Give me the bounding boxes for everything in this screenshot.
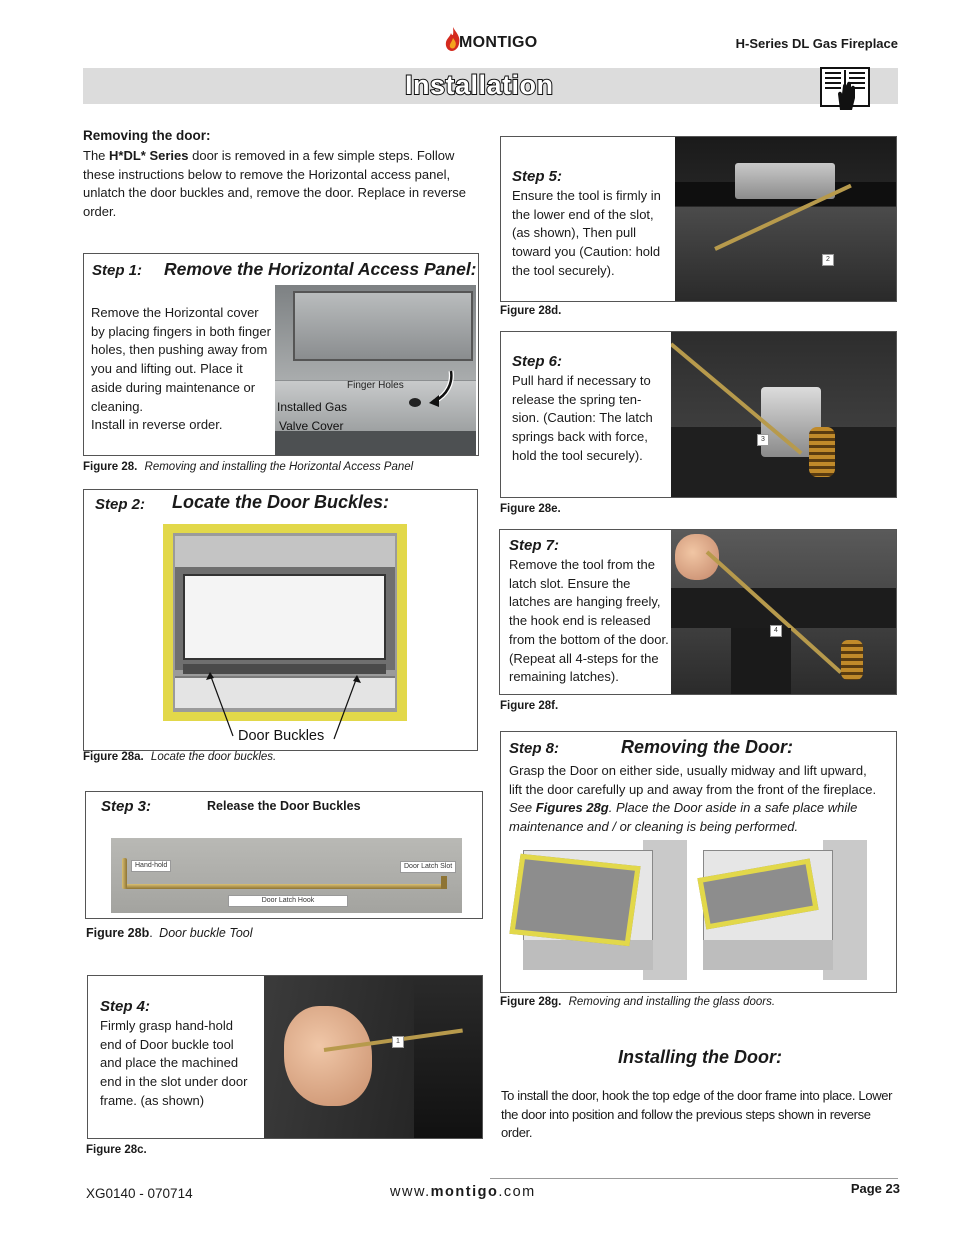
installing-heading: Installing the Door: [618,1047,782,1067]
figure-28b-label: Figure 28b [86,926,150,940]
tag-door-latch-slot: Door Latch Slot [400,861,456,873]
figure-28a-text: Locate the door buckles. [150,751,277,763]
website-brand: montigo [430,1184,499,1200]
step4-photo [264,976,482,1138]
step1-cover-label-2: Valve Cover [279,419,344,433]
door-buckle-arrow-right-icon [332,673,362,743]
website [390,1184,536,1200]
step1-text2: Install in reverse order. [91,417,223,432]
step1-title: Remove the Horizontal Access Panel: [164,259,477,279]
step8-body: Grasp the Door on either side, usually midway and lift upward, lift the door carefully up and away from the front of the fireplace. [509,763,877,797]
figure-28f-caption: Figure 28f. [500,700,559,712]
step1-finger-holes-label: Finger Holes [347,380,404,391]
product-name: H-Series DL Gas Fireplace [735,36,898,51]
curved-arrow-icon [427,369,457,409]
figure-28g-caption [500,996,775,1008]
step6-label: Step 6: [512,353,563,370]
manual-book-icon [818,64,872,110]
step4-number-tag: 1 [392,1036,404,1048]
step8-label: Step 8: [509,740,560,757]
door-buckles-callout: Door Buckles [238,728,325,744]
step7-text: Remove the tool from the latch slot. Ensure the latches are hanging freely, the hook end is released from the bottom of the door. (Repeat all 4-steps for the remaining latches). [509,557,669,685]
door-buckle-arrow-left-icon [205,670,235,740]
step7-label: Step 7: [509,537,560,554]
footer-rule [490,1178,898,1179]
figure-28b-caption: Figure 28b. Door buckle Tool [86,926,253,940]
tag-door-latch-hook: Door Latch Hook [228,895,348,907]
figure-28d-caption: Figure 28d. [500,305,562,317]
step3-title: Release the Door Buckles [207,799,361,813]
step8-body-italic: . Place the Door aside in a safe place while maintenance and / or cleaning is being performed. [509,800,858,835]
figure-28a-caption [83,751,276,763]
step4-label: Step 4: [100,998,151,1015]
brand-logo [443,26,543,54]
intro-series: H*DL* Series [109,148,189,163]
fireplace-front-illustration [163,524,407,721]
intro-paragraph [83,147,483,222]
figure-28c-caption: Figure 28c. [86,1144,147,1156]
step6-text: Pull hard if necessary to release the spring ten-sion. (Caution: The latch springs back with force, hold the tool securely). [512,373,653,463]
doc-code: XG0140 - 070714 [86,1186,193,1201]
tag-hand-hold: Hand-hold [131,860,171,872]
figure-28g-text: Removing and installing the glass doors. [568,996,776,1008]
page-title: Installation [405,70,554,100]
door-buckle-tool-photo [111,838,462,913]
step1-label: Step 1: [92,262,143,279]
step1-text: Remove the Horizontal cover by placing fingers in both finger holes, then pushing away from you and lifting out. Place it aside during maintenance or cleaning. [91,305,271,414]
figure-28-label: Figure 28. [83,461,138,473]
step4-text: Firmly grasp hand-hold end of Door buckle tool and place the machined end in the slot under door frame. (as shown) [100,1018,248,1108]
figure-28e-caption: Figure 28e. [500,503,561,515]
figure-28a-label: Figure 28a. [83,751,144,763]
intro-prefix: The [83,148,110,163]
step5-number-tag: 2 [822,254,834,266]
step6-photo [671,332,896,497]
step2-title: Locate the Door Buckles: [172,492,390,512]
website-prefix: www. [390,1184,431,1200]
step7-photo [671,530,896,694]
step1-cover-label-1: Installed Gas [277,400,348,414]
figure-28-text: Removing and installing the Horizontal Access Panel [144,461,414,473]
installing-text: To install the door, hook the top edge of the door frame into place. Lower the door into position and follow the previous steps shown in reverse order. [501,1088,893,1141]
step5-text: Ensure the tool is firmly in the lower end of the slot, (as shown), Then pull toward you (Caution: hold the tool securely). [512,188,661,278]
step8-text [509,762,883,837]
step3-label: Step 3: [101,798,152,815]
page-number: Page 23 [850,1181,900,1196]
door-removal-illustration-left [513,840,687,980]
step8-fig-ref: Figures 28g [535,800,609,816]
figure-28-caption [83,461,413,473]
intro-suffix: door is removed in a few simple steps. Follow these instructions below to remove the Horizontal access panel, unlatch the door buckles and, remove the door. Replace in reverse order. [83,148,467,220]
step7-number-tag: 4 [770,625,782,637]
figure-28b-text: Door buckle Tool [159,926,253,940]
step6-number-tag: 3 [757,434,769,446]
website-suffix: .com [498,1184,536,1200]
step8-see: See [509,800,533,816]
logo-text: MONTIGO [459,34,538,51]
step8-title: Removing the Door: [621,737,794,757]
door-removal-illustration-right [693,840,867,980]
figure-28g-label: Figure 28g. [500,996,562,1008]
step5-label: Step 5: [512,168,563,185]
step1-photo [275,285,476,455]
step2-label: Step 2: [95,496,146,513]
intro-heading: Removing the door: [83,128,211,143]
step5-photo [675,137,896,301]
